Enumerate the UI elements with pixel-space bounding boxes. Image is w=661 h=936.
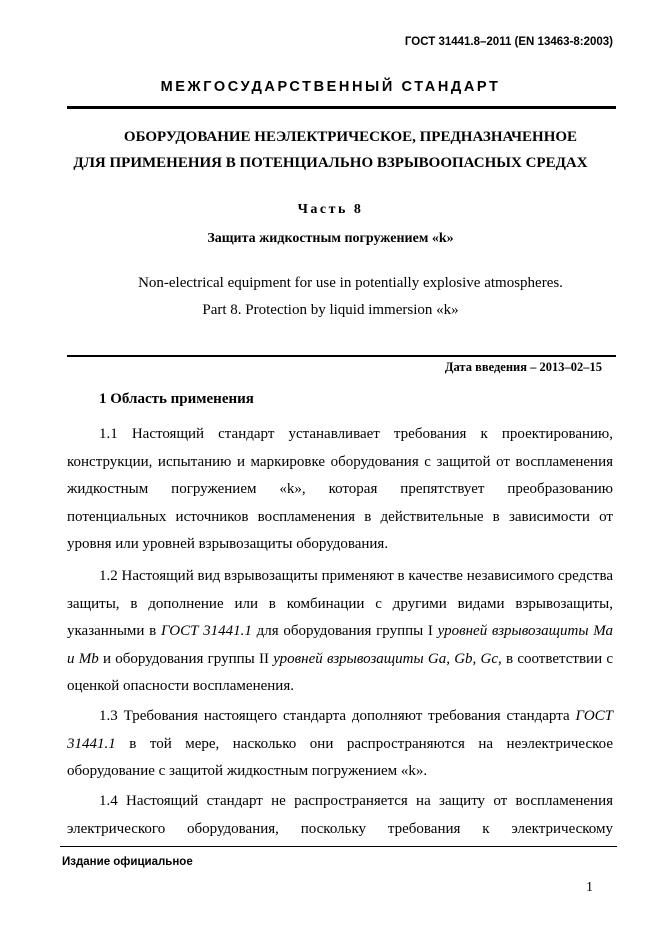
paragraph-1-2-text-a: 1.2 Настоящий вид взрывозащиты применяют в качестве независимого средства защиты, в дополнение или в комбинации с другими видами взрывозащиты, указанными в — [67, 568, 613, 639]
paragraph-1-3-text-a: 1.3 Требования настоящего стандарта дополняют требования стандарта — [99, 708, 576, 724]
section-heading: 1 Область применения — [99, 391, 254, 407]
page-number: 1 — [586, 880, 593, 895]
paragraph-1-3 — [67, 703, 613, 786]
header-divider — [67, 106, 616, 109]
document-title-line-2: ДЛЯ ПРИМЕНЕНИЯ В ПОТЕНЦИАЛЬНО ВЗРЫВООПАСНЫХ СРЕДАХ — [73, 155, 588, 171]
footer-divider — [60, 846, 617, 847]
protection-levels-group-2: уровней взрывозащиты Ga, Gb, Gc — [273, 650, 499, 667]
english-title-line-1: Non-electrical equipment for use in potentially explosive atmospheres. — [138, 275, 563, 291]
paragraph-1-2-text-c: и оборудования группы II — [98, 650, 274, 667]
paragraph-1-2-text-b: для оборудования группы I — [251, 623, 438, 639]
standard-reference: ГОСТ 31441.1 — [67, 708, 613, 752]
part-label: Часть 8 — [297, 202, 364, 217]
document-title-line-1: ОБОРУДОВАНИЕ НЕЭЛЕКТРИЧЕСКОЕ, ПРЕДНАЗНАЧЕННОЕ — [123, 129, 578, 145]
intro-date: Дата введения – 2013–02–15 — [444, 360, 602, 374]
protection-levels-group-1: уровней взрывозащиты Ма и Mb — [67, 623, 613, 667]
standard-reference: ГОСТ 31441.1 — [160, 623, 252, 639]
standard-type-heading: МЕЖГОСУДАРСТВЕННЫЙ СТАНДАРТ — [160, 79, 501, 95]
paragraph-1-2 — [67, 563, 613, 701]
title-divider — [67, 355, 616, 357]
paragraph-1-1: 1.1 Настоящий стандарт устанавливает требования к проектированию, конструкции, испытанию и маркировке оборудования с защитой от воспламенения жидкостным погружением «k», которая препятствует преобразованию потенциальных источников воспламенения в действительные в зависимости от уровня или уровней взрывозащиты оборудования. — [67, 426, 613, 552]
part-subtitle: Защита жидкостным погружением «k» — [207, 231, 454, 246]
english-title-line-2: Part 8. Protection by liquid immersion «k» — [202, 302, 459, 318]
edition-label: Издание официальное — [62, 856, 193, 868]
paragraph-1-4: 1.4 Настоящий стандарт не распространяется на защиту от воспламенения электрического оборудования, поскольку требования к электрическому — [67, 793, 613, 837]
gost-code: ГОСТ 31441.8–2011 (EN 13463-8:2003) — [404, 36, 613, 48]
paragraph-1-3-text-b: в той мере, насколько они распространяются на неэлектрическое оборудование с защитой жидкостным погружением «k». — [67, 735, 613, 779]
paragraph-1-2-text-d: , в соответствии с оценкой опасности воспламенения. — [67, 650, 613, 694]
